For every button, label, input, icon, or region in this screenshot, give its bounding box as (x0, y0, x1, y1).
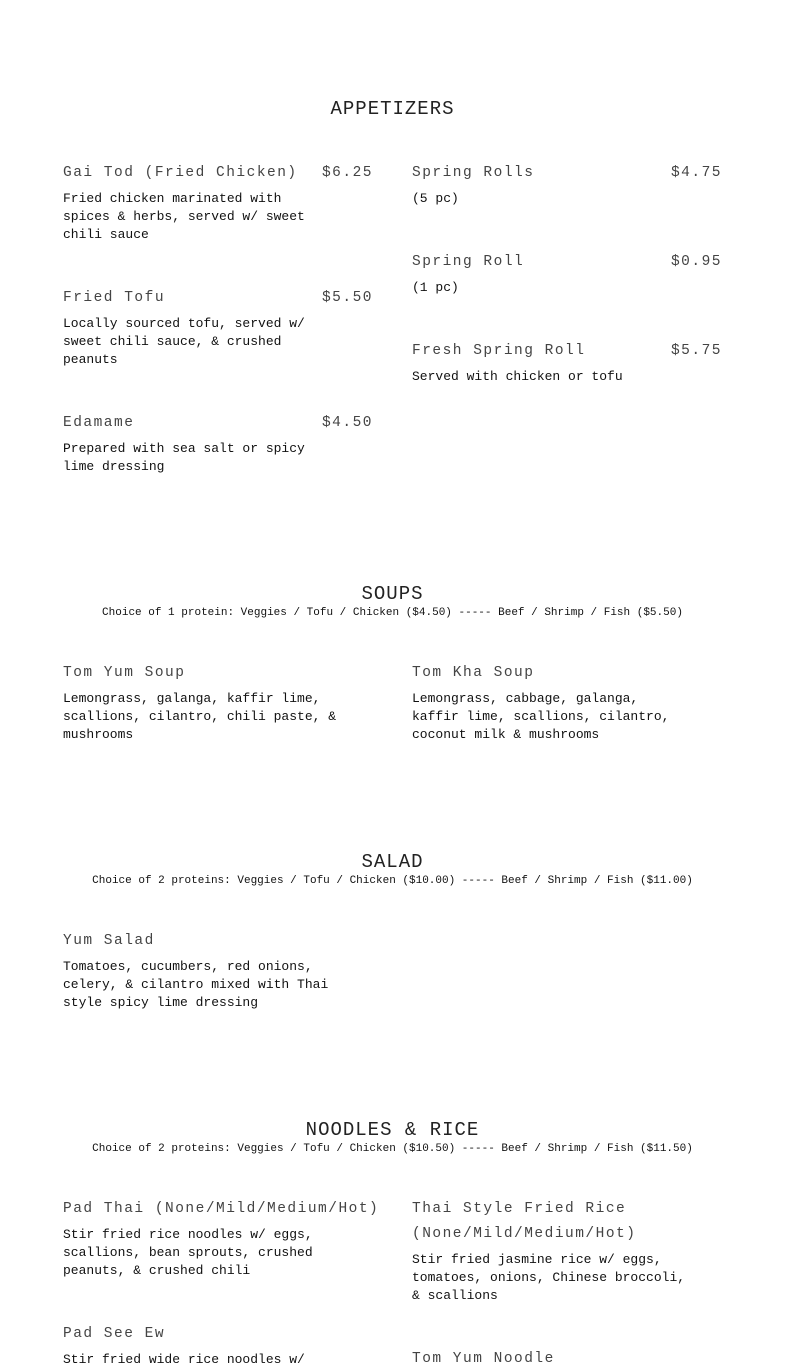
item-name: Yum Salad (63, 933, 155, 949)
item-name: Spring Rolls (412, 165, 535, 181)
noodles-protein-note: Choice of 2 proteins: Veggies / Tofu / Chicken ($10.50) ----- Beef / Shrimp / Fish ($11.50) (92, 1143, 693, 1155)
item-description: Stir fried wide rice noodles w/ (63, 1352, 305, 1367)
menu-item-yum-salad (63, 929, 333, 1012)
soups-title: SOUPS (361, 583, 424, 605)
item-name: Spring Roll (412, 254, 525, 270)
item-description: Locally sourced tofu, served w/ sweet chili sauce, & crushed peanuts (63, 316, 305, 367)
menu-item-edamame (63, 411, 373, 476)
item-name: Pad See Ew (63, 1326, 166, 1342)
menu-item-fried-tofu (63, 286, 373, 369)
item-description: Stir fried jasmine rice w/ eggs, tomatoes, onions, Chinese broccoli, & scallions (412, 1252, 686, 1303)
item-name: Fresh Spring Roll (412, 343, 586, 359)
salad-protein-note: Choice of 2 proteins: Veggies / Tofu / Chicken ($10.00) ----- Beef / Shrimp / Fish ($11.00) (92, 875, 693, 887)
item-price: $0.95 (670, 254, 722, 270)
item-name: Tom Kha Soup (412, 665, 535, 681)
item-description: Served with chicken or tofu (412, 369, 623, 384)
menu-item-gai-tod (63, 161, 373, 244)
item-description: Fried chicken marinated with spices & herbs, served w/ sweet chili sauce (63, 191, 305, 242)
item-price: $4.75 (670, 165, 722, 181)
menu-item-thai-fried-rice (412, 1197, 692, 1305)
item-name: Tom Yum Soup (63, 665, 186, 681)
item-description: Stir fried rice noodles w/ eggs, scallions, bean sprouts, crushed peanuts, & crushed chili (63, 1227, 313, 1278)
item-description: Lemongrass, galanga, kaffir lime, scallions, cilantro, chili paste, & mushrooms (63, 691, 337, 742)
menu-item-pad-see-ew (63, 1322, 333, 1368)
item-price: $4.50 (321, 415, 373, 431)
item-price: $5.50 (321, 290, 373, 306)
item-name: Gai Tod (Fried Chicken) (63, 165, 298, 181)
item-description: Prepared with sea salt or spicy lime dressing (63, 441, 305, 474)
soups-protein-note: Choice of 1 protein: Veggies / Tofu / Chicken ($4.50) ----- Beef / Shrimp / Fish ($5.50) (102, 607, 683, 619)
menu-item-spring-rolls (412, 161, 722, 208)
item-name: Tom Yum Noodle (412, 1351, 555, 1367)
menu-item-spring-roll (412, 250, 722, 297)
noodles-rice-title: NOODLES & RICE (305, 1119, 480, 1141)
menu-item-fresh-spring-roll (412, 339, 722, 386)
item-name: Fried Tofu (63, 290, 166, 306)
item-name: Thai Style Fried Rice (None/Mild/Medium/Hot) (412, 1201, 637, 1242)
menu-item-tom-kha-soup (412, 661, 692, 744)
item-description: (1 pc) (412, 280, 459, 295)
item-name: Pad Thai (None/Mild/Medium/Hot) (63, 1201, 380, 1217)
menu-item-pad-thai (63, 1197, 383, 1280)
item-description: (5 pc) (412, 191, 459, 206)
appetizers-title: APPETIZERS (330, 98, 455, 120)
item-name: Edamame (63, 415, 135, 431)
item-description: Tomatoes, cucumbers, red onions, celery, & cilantro mixed with Thai style spicy lime dressing (63, 959, 329, 1010)
menu-item-tom-yum-soup (63, 661, 343, 744)
salad-title: SALAD (361, 851, 424, 873)
item-description: Lemongrass, cabbage, galanga, kaffir lime, scallions, cilantro, coconut milk & mushrooms (412, 691, 670, 742)
item-price: $5.75 (670, 343, 722, 359)
menu-item-tom-yum-noodle (412, 1347, 692, 1368)
item-price: $6.25 (321, 165, 373, 181)
